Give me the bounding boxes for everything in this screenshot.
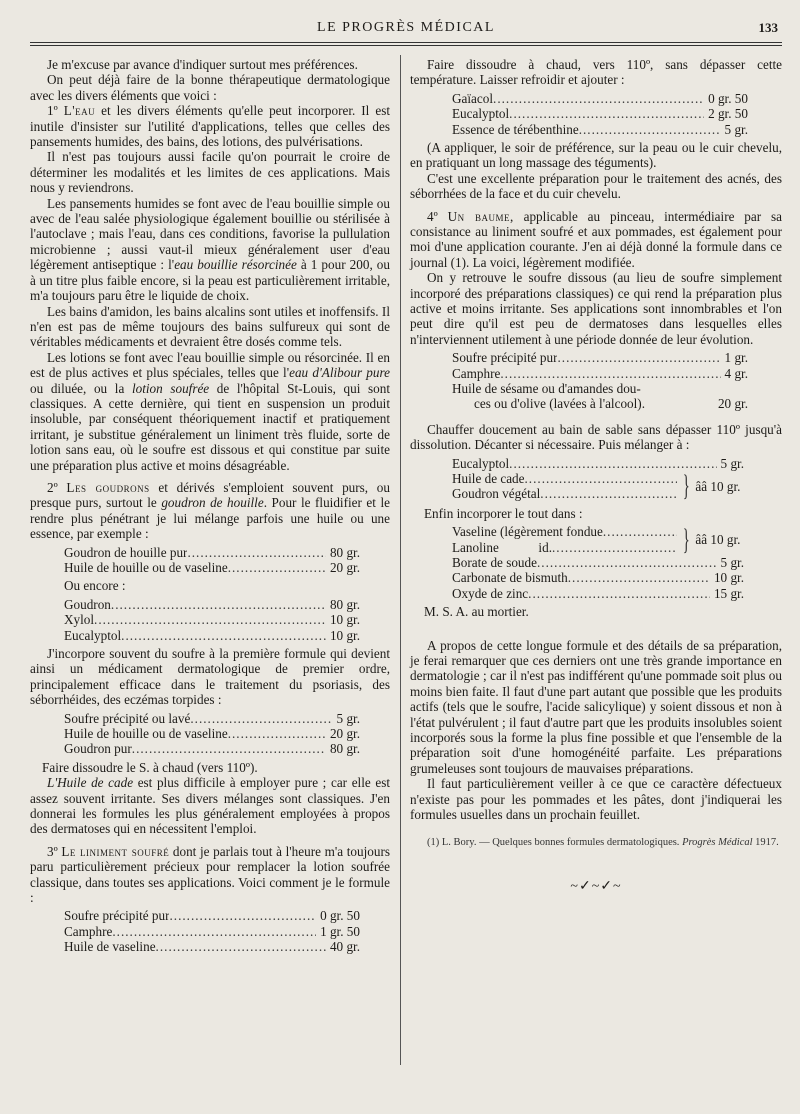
recipe — [64, 711, 360, 757]
paragraph: Les pansements humides se font avec de l'eau bouillie simple ou avec de l'eau salée physiologique également bouillie ou stérilisée à l'autoclave ; mais l'eau, dans ces conditions, favorise la pullulation microbienne ; aussi vaut-il mieux généralement user d'eau légèrement antiseptique : l'eau bouillie résorcinée à 1 pour 200, ou à un titre plus faible encore, si la peau est particulièrement irritable, m'a toujours paru être le liquide de choix. — [30, 195, 390, 304]
paragraph: L'Huile de cade est plus difficile à employer pure ; car elle est assez souvent irritante. Ses divers mélanges sont classiques. J'en donnerai les formules les plus généralement employées à propos des dermatoses qui en nécessitent l'emploi. — [30, 775, 391, 837]
paragraph: Les lotions se font avec l'eau bouillie simple ou résorcinée. Il en est de plus actives et plus spéciales, telles que l'eau d'Alibour pure ou diluée, ou la lotion soufrée de l'hôpital St-Louis, qui sont classiques. A cette dernière, qui tient en suspension un produit insoluble, par conséquent théoriquement inactif et pratiquement irritant, je substitue généralement un liniment très fluide, sorte de lotion sans eau, où le soufre est dissous et qui constitue par suite une préparation plus active et moins désagréable. — [30, 349, 390, 473]
paragraph: (A appliquer, le soir de préférence, sur la peau ou le cuir chevelu, en pratiquant un long massage des téguments). — [410, 139, 782, 171]
recipe-item: Eucalyptol ..... 2 gr. 50 — [452, 106, 748, 121]
page-header — [30, 20, 782, 40]
recipe-item: Goudron de houille pur ..... 80 gr. — [64, 545, 360, 560]
recipe — [64, 545, 360, 576]
recipe — [452, 456, 752, 502]
right-column — [410, 57, 782, 895]
header-rule — [30, 42, 782, 43]
recipe-item: Huile de houille ou de vaseline ..... 20 gr. — [64, 560, 360, 575]
paragraph: A propos de cette longue formule et des détails de sa préparation, je ferai remarquer que ces derniers ont une très grande importance en dermatologie ; car il n'est pas indifférent qu'une pommade soit plus ou moins bien faite. Il faut d'une part autant que possible que les produits actifs (tels que le soufre, l'acide salicylique) y soient dissous et non à l'état pulvérulent ; il faut d'autre part que les produits insolubles soient incorporés sous la forme la plus fine possible et que l'ensemble de la préparation soit d'une homogénéité parfaite. Les préparations grumeleuses sont toujours de mauvaises préparations. — [410, 637, 782, 776]
paragraph: 1º L'eau et les divers éléments qu'elle peut incorporer. Il est inutile d'insister sur l'utilité d'applications, telles que celles des pansements humides, des bains, des lotions, des pulvérisations. — [30, 103, 391, 150]
recipe-intro: Enfin incorporer le tout dans : — [424, 505, 583, 521]
left-column — [30, 57, 390, 958]
page-number: 133 — [758, 20, 778, 35]
recipe — [64, 597, 360, 643]
recipe-item: Camphre ..... 1 gr. 50 — [64, 924, 360, 939]
recipe-item: Carbonate de bismuth ..... 10 gr. — [452, 570, 744, 585]
paragraph: Les bains d'amidon, les bains alcalins sont utiles et inoffensifs. Il n'en est pas de même toujours des bains sulfureux qui sont de véritables médicaments et devraient être dosés comme tels. — [30, 303, 390, 350]
recipe-item: Soufre précipité ou lavé ..... 5 gr. — [64, 711, 360, 726]
running-title: LE PROGRÈS MÉDICAL — [317, 20, 495, 35]
recipe-item: Gaïacol ..... 0 gr. 50 — [452, 91, 748, 106]
recipe-item: Huile de houille ou de vaseline ..... 20 gr. — [64, 726, 360, 741]
paragraph: J'incorpore souvent du soufre à la première formule qui devient ainsi un médicament dermatologique de premier ordre, principalement efficace dans le traitement du psoriasis, des séborrhéides, des eczémas torpides : — [30, 645, 390, 708]
recipe-item: Oxyde de zinc ..... 15 gr. — [452, 586, 744, 601]
recipe-item: Huile de sésame ou d'amandes dou- — [452, 381, 641, 397]
recipe-item: ces ou d'olive (lavées à l'alcool). 20 gr. — [474, 396, 748, 412]
recipe — [452, 524, 752, 601]
column-divider — [400, 55, 401, 1065]
recipe-group: Vaseline (légèrement fondue ..... Lanoline id. ..... } ââ 10 gr. — [452, 524, 752, 555]
paragraph: Il faut particulièrement veiller à ce que ce caractère défectueux n'existe pas pour les pommades et les pâtes, dont j'indiquerai les formules usuelles dans un prochain feuillet. — [410, 776, 782, 823]
paragraph: Il n'est pas toujours aussi facile qu'on pourrait le croire de déterminer les modalités et les limites de ces applications. Mais nous y reviendrons. — [30, 149, 390, 196]
paragraph: Faire dissoudre à chaud, vers 110º, sans dépasser cette température. Laisser refroidir et ajouter : — [410, 57, 782, 88]
footnote: (1) L. Bory. — Quelques bonnes formules dermatologiques. Progrès Médical 1917. — [427, 837, 779, 849]
paragraph: 2º Les goudrons et dérivés s'emploient souvent purs, ou presque purs, surtout le goudron de houille. Pour le fluidifier et le rendre plus pénétrant je lui mélange parfois une huile ou une essence, par exemple : — [30, 479, 391, 542]
recipe-item: Soufre précipité pur ..... 1 gr. — [452, 350, 748, 365]
header-rule-2 — [30, 45, 782, 46]
recipe-item: Camphre ..... 4 gr. — [452, 366, 748, 381]
paragraph: Je m'excuse par avance d'indiquer surtout mes préférences. — [47, 57, 358, 72]
paragraph: Chauffer doucement au bain de sable sans dépasser 110º jusqu'à dissolution. Décanter si nécessaire. Puis mélanger à : — [410, 421, 782, 453]
recipe-item: Borate de soude ..... 5 gr. — [452, 555, 744, 570]
recipe-item: Goudron ..... 80 gr. — [64, 597, 360, 612]
paragraph: 3º Le liniment soufré dont je parlais tout à l'heure m'a toujours paru particulièrement précieux pour remplacer la lotion soufrée classique, dans toutes ses applications. Voici comment je le formule : — [30, 843, 390, 905]
recipe-item: Soufre précipité pur ..... 0 gr. 50 — [64, 908, 360, 923]
paragraph: On y retrouve le soufre dissous (au lieu de soufre simplement incorporé des préparations classiques) ce qui rend la préparation plus active et moins irritante. Ses applications sont innombrables et l'on peut dire qu'il est peu de dermatoses dans lesquelles elles n'interviennent utilement à une période donnée de leur évolution. — [410, 270, 782, 347]
recipe-item: Xylol ..... 10 gr. — [64, 612, 360, 627]
recipe-item: Huile de vaseline ..... 40 gr. — [64, 939, 360, 954]
paragraph: 4º Un baume, applicable au pinceau, intermédiaire par sa consistance au liniment soufré et aux pommades, est également pour moi d'une application courante. J'en ai déjà donné la formule dans ce journal (1). La voici, légèrement modifiée. — [410, 208, 782, 270]
recipe — [452, 350, 748, 412]
paragraph: On peut déjà faire de la bonne thérapeutique dermatologique avec les divers éléments que voici : — [30, 72, 390, 103]
recipe — [64, 908, 360, 954]
recipe-item: Eucalyptol ..... 5 gr. — [452, 456, 744, 471]
recipe-item: Essence de térébenthine ..... 5 gr. — [452, 122, 748, 137]
recipe-item: Eucalyptol ..... 10 gr. — [64, 628, 360, 643]
recipe-intro: Ou encore : — [64, 578, 126, 594]
instruction: Faire dissoudre le S. à chaud (vers 110º). — [42, 759, 258, 775]
paragraph: C'est une excellente préparation pour le traitement des acnés, des séborrhées de la face et du cuir chevelu. — [410, 170, 782, 202]
ornament: ~✓~✓~ — [570, 879, 622, 895]
recipe-group: Huile de cade ..... Goudron végétal ..... } ââ 10 gr. — [452, 471, 752, 502]
recipe-item: Goudron pur ..... 80 gr. — [64, 741, 360, 756]
recipe — [452, 91, 748, 137]
instruction: M. S. A. au mortier. — [424, 604, 529, 620]
